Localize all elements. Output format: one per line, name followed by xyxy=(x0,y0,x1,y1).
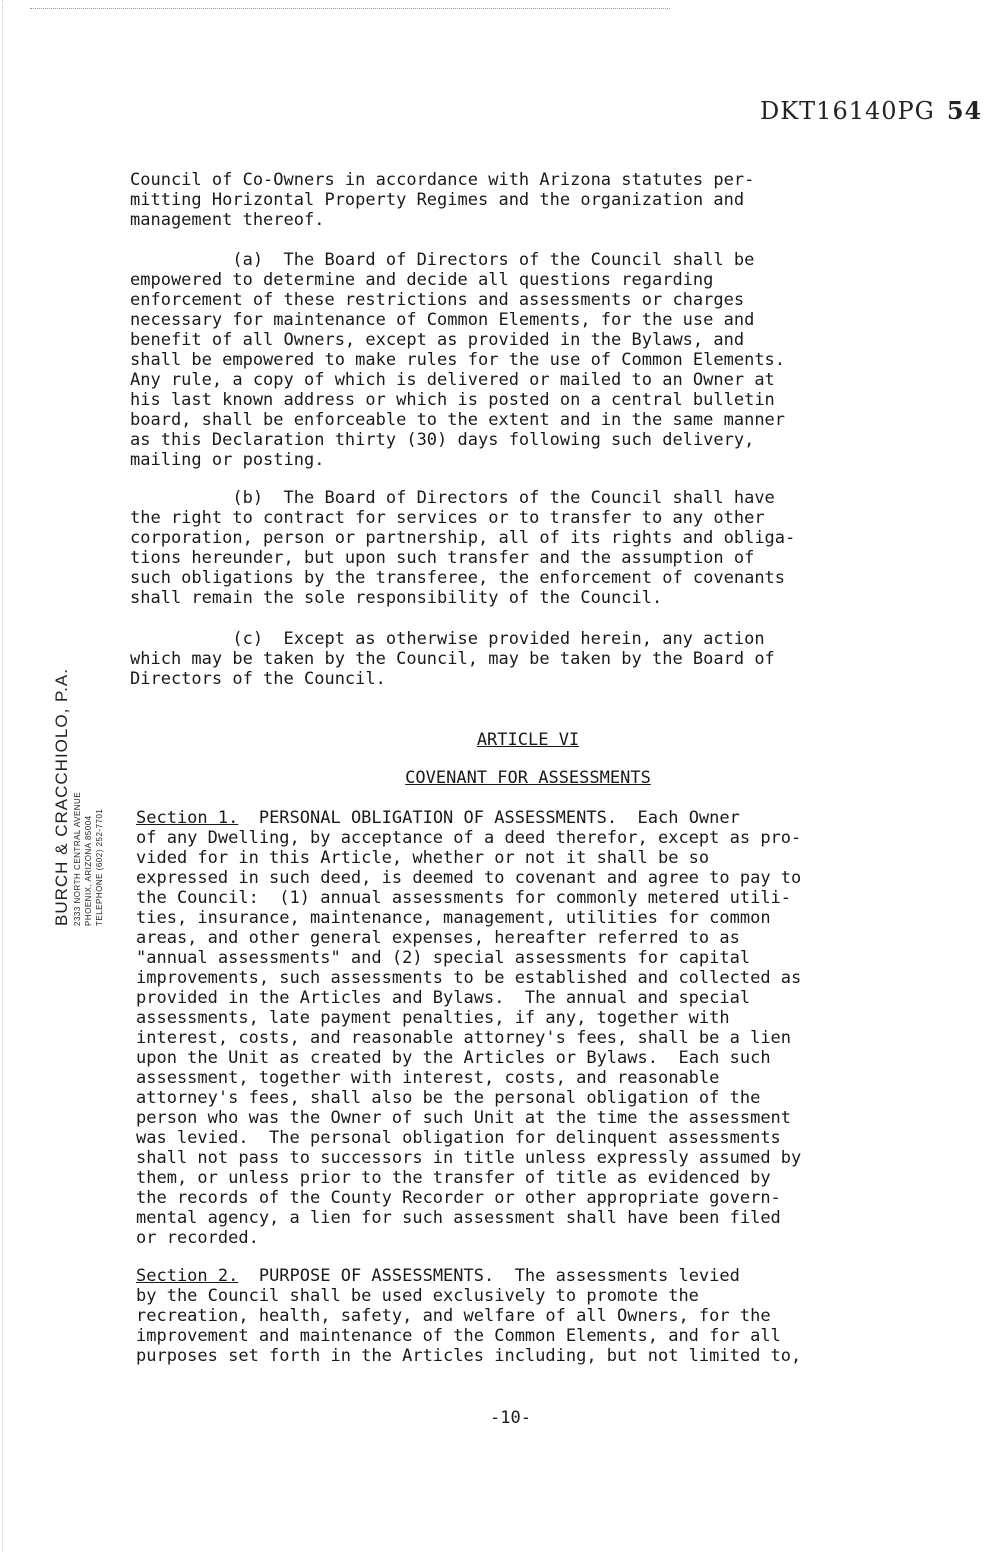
section-1 xyxy=(136,808,916,1248)
firm-telephone: TELEPHONE (602) 252-7701 xyxy=(95,808,104,926)
article-title: ARTICLE VI xyxy=(476,730,580,750)
firm-address-line2: PHOENIX, ARIZONA 85004 xyxy=(84,815,93,926)
article-subheading xyxy=(138,768,918,788)
section-2 xyxy=(136,1266,916,1366)
book-reference: DKT16140PG xyxy=(760,97,935,125)
section-2-label: Section 2. xyxy=(136,1266,239,1286)
recording-page-number: 54 xyxy=(946,96,983,125)
recording-stamp xyxy=(760,96,982,125)
page-number: -10- xyxy=(490,1408,531,1428)
scan-top-marks xyxy=(30,8,670,15)
scan-edge xyxy=(2,0,7,1552)
section-1-label: Section 1. xyxy=(136,808,239,828)
paragraph-c: (c) Except as otherwise provided herein, any action which may be taken by the Council, may be taken by the Board of Directors of the Council. xyxy=(130,629,775,689)
article-heading xyxy=(138,730,918,750)
firm-address-line1: 2333 NORTH CENTRAL AVENUE xyxy=(73,791,82,926)
paragraph-a: (a) The Board of Directors of the Council shall be empowered to determine and decide all questions regarding enforcement of these restrictions and assessments or charges necessary for maintenance of Common Elements, for the use and benefit of all Owners, except as provided in the Bylaws, and shall be empowered to make rules for the use of Common Elements. Any rule, a copy of which is delivered or mailed to an Owner at his last known address or which is posted on a central bulletin board, shall be enforceable to the extent and in the same manner as this Declaration thirty (30) days following such delivery, mailing or posting. xyxy=(130,250,786,470)
firm-name: BURCH & CRACCHIOLO, P.A. xyxy=(52,668,71,926)
section-2-body: PURPOSE OF ASSESSMENTS. The assessments levied by the Council shall be used exclusively to promote the recreation, health, safety, and welfare of all Owners, for the improvement and maintenance of the Common Elements, and for all purposes set forth in the Articles including, but not limited to, xyxy=(136,1266,802,1366)
paragraph-b: (b) The Board of Directors of the Council shall have the right to contract for services or to transfer to any other corporation, person or partnership, all of its rights and obliga- tions hereunder, but upon such transfer and the assumption of such obligations by the transferee, the enforcement of covenants shall remain the sole responsibility of the Council. xyxy=(130,488,796,608)
section-1-body: PERSONAL OBLIGATION OF ASSESSMENTS. Each Owner of any Dwelling, by acceptance of a deed therefor, except as pro- vided for in this Article, whether or not it shall be so expressed in such deed, is deemed to covenant and agree to pay to the Council: (1) annual assessments for commonly metered utili- ties, insurance, maintenance, management, utilities for common areas, and other general expenses, hereafter referred to as "annual assessments" and (2) special assessments for capital improvements, such assessments to be established and collected as provided in the Articles and Bylaws. The annual and special assessments, late payment penalties, if any, together with interest, costs, and reasonable attorney's fees, shall be a lien upon the Unit as created by the Articles or Bylaws. Each such assessment, together with interest, costs, and reasonable attorney's fees, shall also be the personal obligation of the person who was the Owner of such Unit at the time the assessment was levied. The personal obligation for delinquent assessments shall not pass to successors in title unless expressly assumed by them, or unless prior to the transfer of title as evidenced by the records of the County Recorder or other appropriate govern- mental agency, a lien for such assessment shall have been filed or recorded. xyxy=(136,808,802,1248)
article-subtitle: COVENANT FOR ASSESSMENTS xyxy=(405,768,651,788)
intro-paragraph: Council of Co-Owners in accordance with Arizona statutes per- mitting Horizontal Property Regimes and the organization and management thereof. xyxy=(130,170,755,230)
